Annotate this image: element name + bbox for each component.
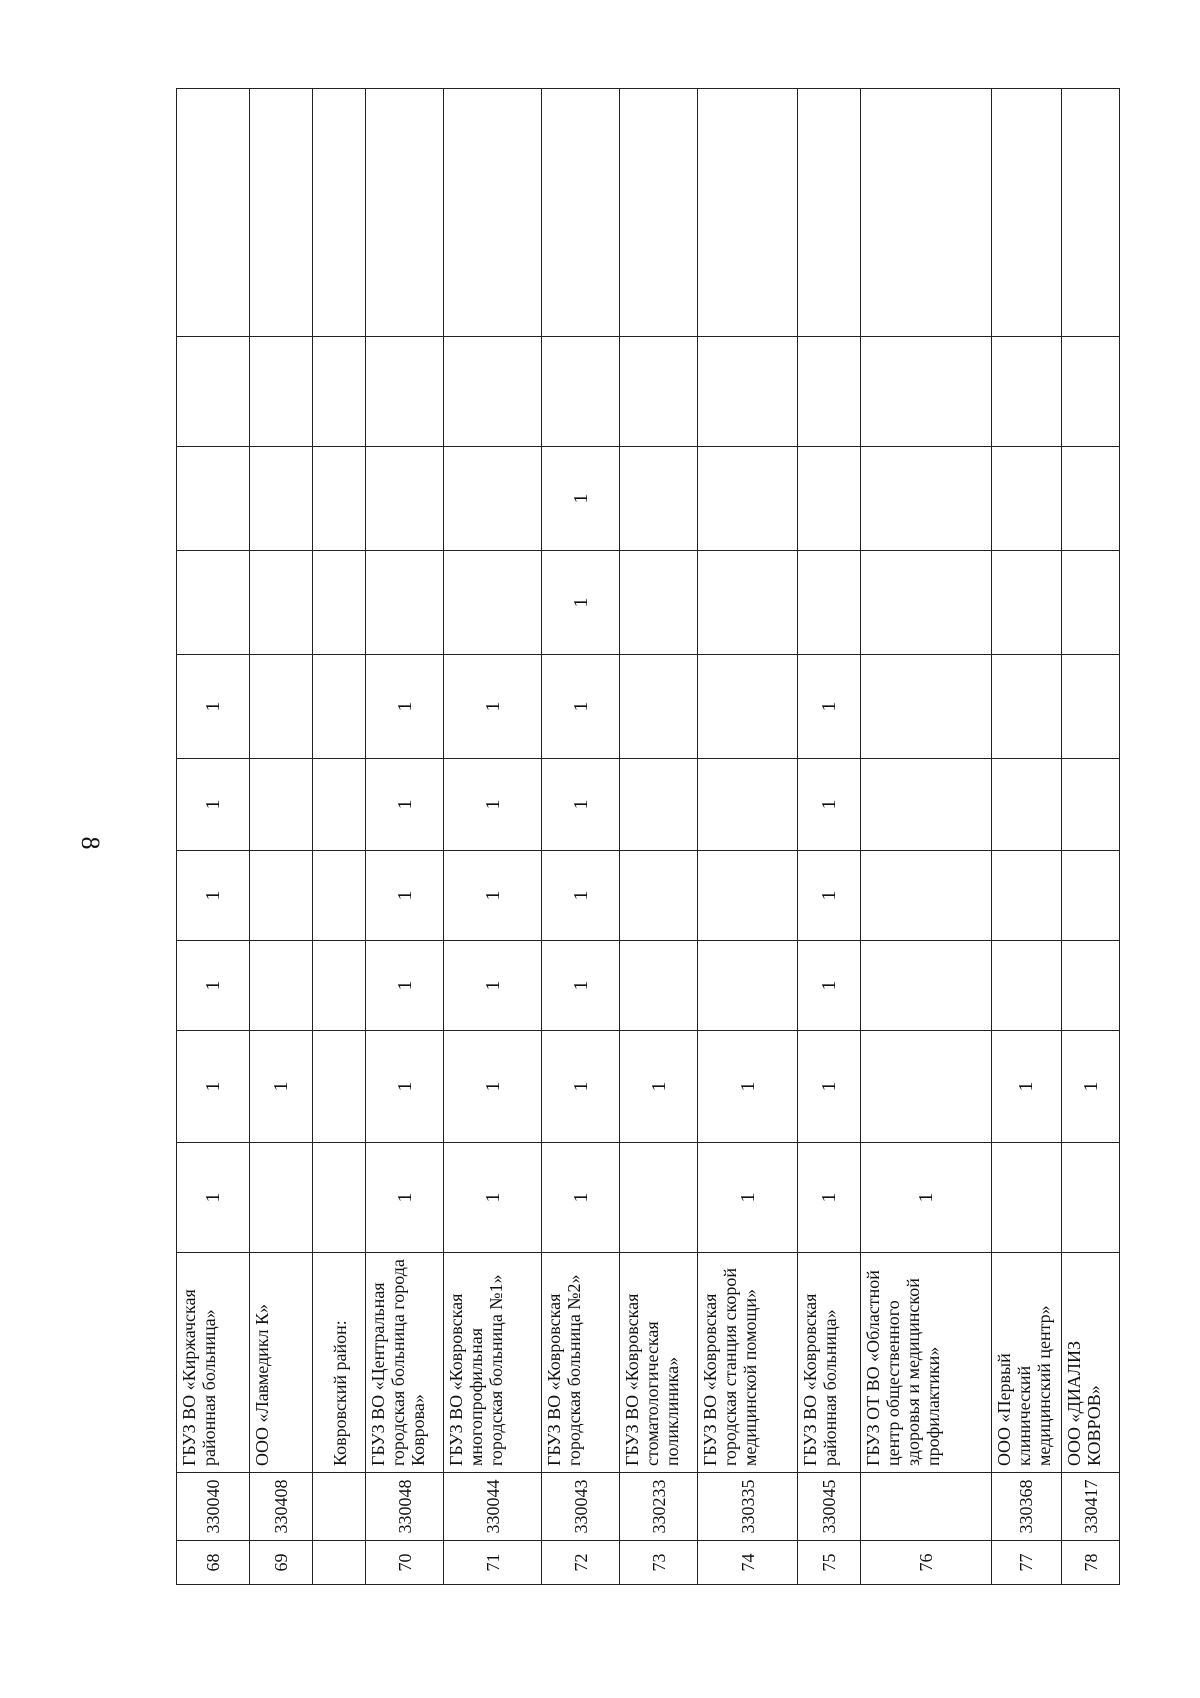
mark-cell xyxy=(860,851,991,941)
mark-cell xyxy=(860,447,991,551)
mark-cell xyxy=(860,655,991,759)
mark-cell xyxy=(620,655,698,759)
mark-cell xyxy=(860,1031,991,1143)
mark-cell: 1 xyxy=(620,1031,698,1143)
row-number-cell: 70 xyxy=(366,1541,444,1585)
mark-cell: 1 xyxy=(444,1031,542,1143)
mark-cell xyxy=(620,447,698,551)
table-row xyxy=(697,89,797,1585)
org-name-cell: ГБУЗ ВО «Центральная городская больница города Коврова» xyxy=(366,1253,444,1473)
mark-cell: 1 xyxy=(697,1031,797,1143)
org-code-cell: 330417 xyxy=(1062,1473,1120,1541)
row-number-cell: 71 xyxy=(444,1541,542,1585)
row-number-cell: 78 xyxy=(1062,1541,1120,1585)
mark-cell xyxy=(312,655,365,759)
mark-cell xyxy=(1062,941,1120,1031)
mark-cell: 1 xyxy=(1062,1031,1120,1143)
mark-cell xyxy=(620,759,698,851)
mark-cell xyxy=(620,337,698,447)
mark-cell xyxy=(312,759,365,851)
table-row xyxy=(250,89,312,1585)
mark-cell xyxy=(697,941,797,1031)
org-name-cell: ООО «Первый клинический медицинский центр» xyxy=(991,1253,1061,1473)
mark-cell xyxy=(312,337,365,447)
org-code-cell: 330045 xyxy=(798,1473,860,1541)
mark-cell xyxy=(798,551,860,655)
table-row xyxy=(991,89,1061,1585)
mark-cell xyxy=(697,551,797,655)
mark-cell xyxy=(542,89,620,337)
mark-cell xyxy=(312,1143,365,1253)
mark-cell xyxy=(697,851,797,941)
row-number-cell: 74 xyxy=(697,1541,797,1585)
mark-cell: 1 xyxy=(444,1143,542,1253)
org-code-cell: 330233 xyxy=(620,1473,698,1541)
mark-cell xyxy=(366,551,444,655)
mark-cell: 1 xyxy=(177,941,250,1031)
mark-cell xyxy=(1062,447,1120,551)
org-name-cell: ГБУЗ ВО «Ковровская многопрофильная городская больница №1» xyxy=(444,1253,542,1473)
mark-cell: 1 xyxy=(366,759,444,851)
row-number-cell: 73 xyxy=(620,1541,698,1585)
mark-cell xyxy=(991,941,1061,1031)
mark-cell: 1 xyxy=(250,1031,312,1143)
org-name-cell: ГБУЗ ВО «Ковровская районная больница» xyxy=(798,1253,860,1473)
mark-cell xyxy=(312,1031,365,1143)
mark-cell: 1 xyxy=(697,1143,797,1253)
org-code-cell: 330048 xyxy=(366,1473,444,1541)
mark-cell xyxy=(1062,551,1120,655)
mark-cell: 1 xyxy=(542,551,620,655)
table-row xyxy=(542,89,620,1585)
mark-cell xyxy=(444,551,542,655)
org-name-cell: ГБУЗ ВО «Ковровская стоматологическая поликлиника» xyxy=(620,1253,698,1473)
table-row xyxy=(1062,89,1120,1585)
mark-cell xyxy=(620,1143,698,1253)
mark-cell xyxy=(860,89,991,337)
mark-cell xyxy=(620,851,698,941)
mark-cell xyxy=(798,337,860,447)
org-code-cell: 330044 xyxy=(444,1473,542,1541)
mark-cell xyxy=(991,89,1061,337)
org-code-cell xyxy=(860,1473,991,1541)
mark-cell: 1 xyxy=(991,1031,1061,1143)
mark-cell: 1 xyxy=(798,759,860,851)
mark-cell xyxy=(312,851,365,941)
mark-cell: 1 xyxy=(542,447,620,551)
mark-cell xyxy=(177,89,250,337)
rotated-table-frame xyxy=(176,89,1120,1585)
mark-cell: 1 xyxy=(366,851,444,941)
mark-cell xyxy=(177,447,250,551)
table-row xyxy=(366,89,444,1585)
mark-cell xyxy=(250,851,312,941)
mark-cell xyxy=(697,759,797,851)
region-name-cell: Ковровский район: xyxy=(312,1253,365,1473)
mark-cell xyxy=(250,941,312,1031)
mark-cell xyxy=(991,851,1061,941)
mark-cell: 1 xyxy=(798,1031,860,1143)
mark-cell: 1 xyxy=(177,759,250,851)
mark-cell xyxy=(991,551,1061,655)
org-name-cell: ООО «Лавмедикл К» xyxy=(250,1253,312,1473)
mark-cell xyxy=(860,759,991,851)
mark-cell: 1 xyxy=(798,941,860,1031)
mark-cell xyxy=(444,447,542,551)
mark-cell xyxy=(250,655,312,759)
org-code-cell: 330368 xyxy=(991,1473,1061,1541)
mark-cell: 1 xyxy=(177,655,250,759)
org-code-cell: 330040 xyxy=(177,1473,250,1541)
mark-cell: 1 xyxy=(798,851,860,941)
mark-cell xyxy=(1062,655,1120,759)
mark-cell xyxy=(991,337,1061,447)
mark-cell: 1 xyxy=(542,1031,620,1143)
org-name-cell: ГБУЗ ОТ ВО «Областной центр общественного здоровья и медицинской профилактики» xyxy=(860,1253,991,1473)
mark-cell xyxy=(542,337,620,447)
row-number-cell: 72 xyxy=(542,1541,620,1585)
mark-cell xyxy=(860,337,991,447)
mark-cell: 1 xyxy=(444,655,542,759)
table-row xyxy=(860,89,991,1585)
mark-cell xyxy=(991,655,1061,759)
mark-cell xyxy=(177,337,250,447)
row-number-cell: 69 xyxy=(250,1541,312,1585)
page-number: 8 xyxy=(76,836,105,850)
mark-cell xyxy=(991,447,1061,551)
table-row xyxy=(177,89,250,1585)
mark-cell xyxy=(366,89,444,337)
mark-cell xyxy=(312,89,365,337)
organizations-table xyxy=(176,88,1120,1585)
mark-cell: 1 xyxy=(542,851,620,941)
row-number-cell: 77 xyxy=(991,1541,1061,1585)
mark-cell: 1 xyxy=(444,759,542,851)
org-code-cell xyxy=(312,1473,365,1541)
mark-cell xyxy=(697,447,797,551)
mark-cell xyxy=(860,551,991,655)
mark-cell: 1 xyxy=(798,1143,860,1253)
table-row xyxy=(444,89,542,1585)
mark-cell xyxy=(444,337,542,447)
mark-cell xyxy=(1062,337,1120,447)
mark-cell: 1 xyxy=(366,941,444,1031)
mark-cell xyxy=(444,89,542,337)
mark-cell: 1 xyxy=(366,655,444,759)
mark-cell xyxy=(991,1143,1061,1253)
mark-cell: 1 xyxy=(177,851,250,941)
mark-cell xyxy=(250,759,312,851)
mark-cell xyxy=(1062,89,1120,337)
mark-cell: 1 xyxy=(542,655,620,759)
mark-cell xyxy=(798,89,860,337)
mark-cell xyxy=(366,447,444,551)
mark-cell: 1 xyxy=(177,1143,250,1253)
org-name-cell: ГБУЗ ВО «Киржачская районная больница» xyxy=(177,1253,250,1473)
mark-cell xyxy=(697,655,797,759)
mark-cell xyxy=(620,551,698,655)
table-body xyxy=(177,89,1120,1585)
mark-cell: 1 xyxy=(542,1143,620,1253)
mark-cell xyxy=(312,551,365,655)
mark-cell xyxy=(312,941,365,1031)
row-number-cell: 68 xyxy=(177,1541,250,1585)
mark-cell: 1 xyxy=(798,655,860,759)
mark-cell: 1 xyxy=(444,941,542,1031)
mark-cell xyxy=(860,941,991,1031)
mark-cell: 1 xyxy=(542,759,620,851)
row-number-cell xyxy=(312,1541,365,1585)
mark-cell xyxy=(697,89,797,337)
row-number-cell: 75 xyxy=(798,1541,860,1585)
mark-cell xyxy=(250,337,312,447)
mark-cell xyxy=(1062,851,1120,941)
org-code-cell: 330408 xyxy=(250,1473,312,1541)
mark-cell xyxy=(1062,1143,1120,1253)
mark-cell xyxy=(620,941,698,1031)
mark-cell xyxy=(250,89,312,337)
mark-cell xyxy=(697,337,797,447)
mark-cell xyxy=(312,447,365,551)
mark-cell xyxy=(250,1143,312,1253)
mark-cell: 1 xyxy=(542,941,620,1031)
mark-cell: 1 xyxy=(366,1143,444,1253)
mark-cell xyxy=(177,551,250,655)
org-code-cell: 330335 xyxy=(697,1473,797,1541)
mark-cell xyxy=(366,337,444,447)
table-row xyxy=(620,89,698,1585)
mark-cell: 1 xyxy=(860,1143,991,1253)
mark-cell: 1 xyxy=(366,1031,444,1143)
mark-cell: 1 xyxy=(177,1031,250,1143)
org-code-cell: 330043 xyxy=(542,1473,620,1541)
mark-cell xyxy=(991,759,1061,851)
mark-cell xyxy=(250,551,312,655)
org-name-cell: ООО «ДИАЛИЗ КОВРОВ» xyxy=(1062,1253,1120,1473)
org-name-cell: ГБУЗ ВО «Ковровская городская больница №2» xyxy=(542,1253,620,1473)
row-number-cell: 76 xyxy=(860,1541,991,1585)
table-container xyxy=(176,89,1120,1585)
org-name-cell: ГБУЗ ВО «Ковровская городская станция скорой медицинской помощи» xyxy=(697,1253,797,1473)
table-row xyxy=(798,89,860,1585)
region-header-row xyxy=(312,89,365,1585)
mark-cell xyxy=(620,89,698,337)
mark-cell xyxy=(798,447,860,551)
mark-cell: 1 xyxy=(444,851,542,941)
mark-cell xyxy=(250,447,312,551)
mark-cell xyxy=(1062,759,1120,851)
